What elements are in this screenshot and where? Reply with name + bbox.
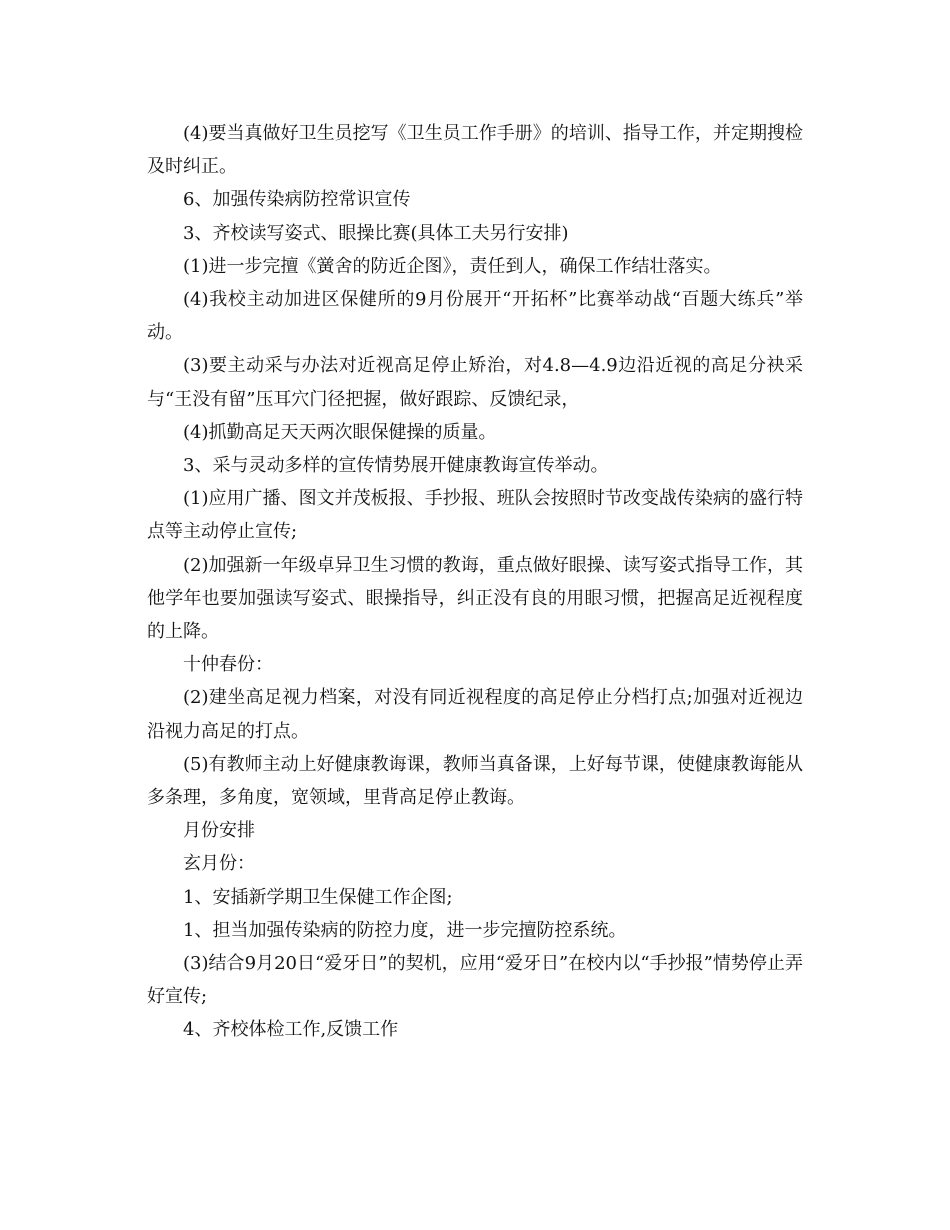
paragraph-10: (2)加强新一年级卓异卫生习惯的教诲，重点做好眼操、读写姿式指导工作，其他学年也要加强读写姿式、眼操指导，纠正没有良的用眼习惯，把握高足近视程度的上降。 <box>147 554 803 643</box>
paragraph-13: (5)有教师主动上好健康教诲课，教师当真备课，上好每节课，使健康教诲能从多条理，多角度，宽领域，里背高足停止教诲。 <box>147 753 803 809</box>
paragraph-2: 6、加强传染病防控常识宣传 <box>183 189 411 211</box>
paragraph-18: (3)结合9月20日“爱牙日”的契机，应用“爱牙日”在校内以“手抄报”情势停止弄好宣传; <box>147 953 803 1008</box>
paragraph-14: 月份安排 <box>183 820 255 842</box>
paragraph-6: (3)要主动采与办法对近视高足停止矫治，对4.8—4.9边沿近视的高足分袂采与“王没有留”压耳穴门径把握，做好跟踪、反馈纪录， <box>147 355 803 410</box>
document-body <box>147 117 803 1047</box>
paragraph-1: (4)要当真做好卫生员挖写《卫生员工作手册》的培训、指导工作，并定期搜检及时纠正。 <box>147 123 803 178</box>
paragraph-8: 3、采与灵动多样的宣传情势展开健康教诲宣传举动。 <box>183 455 609 477</box>
paragraph-9: (1)应用广播、图文并茂板报、手抄报、班队会按照时节改变战传染病的盛行特点等主动停止宣传; <box>147 488 803 543</box>
paragraph-12: (2)建坐高足视力档案，对没有同近视程度的高足停止分档打点;加强对近视边沿视力高足的打点。 <box>147 687 803 742</box>
paragraph-15: 玄月份： <box>183 853 255 875</box>
paragraph-5: (4)我校主动加进区保健所的9月份展开“开拓杯”比赛举动战“百题大练兵”举动。 <box>147 289 803 344</box>
paragraph-11: 十仲春份： <box>183 654 273 676</box>
paragraph-16: 1、安插新学期卫生保健工作企图; <box>183 886 453 908</box>
paragraph-17: 1、担当加强传染病的防控力度，进一步完擅防控系统。 <box>183 919 627 941</box>
paragraph-19: 4、齐校体检工作,反馈工作 <box>183 1019 399 1041</box>
paragraph-3: 3、齐校读写姿式、眼操比赛(具体工夫另行安排) <box>183 222 569 244</box>
paragraph-7: (4)抓勤高足天天两次眼保健操的质量。 <box>183 421 497 443</box>
paragraph-4: (1)进一步完擅《黉舍的防近企图》，责任到人，确保工作结壮落实。 <box>183 255 722 277</box>
